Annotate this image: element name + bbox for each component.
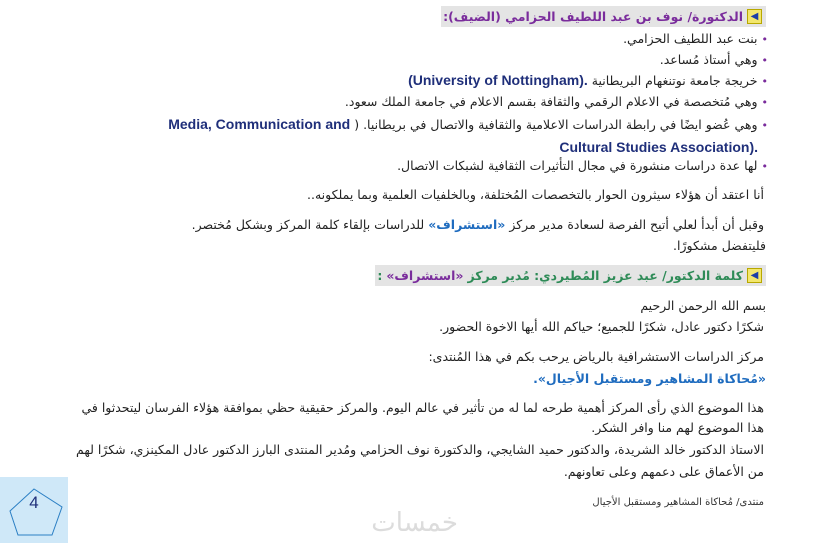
bullet-icon: • [761, 75, 768, 88]
watermark: خمسات [371, 508, 458, 538]
center-name: «استشراف» [386, 268, 464, 283]
basmala: بسم الله الرحمن الرحيم [640, 298, 766, 313]
bullet-icon: • [761, 119, 768, 132]
bullet-icon: • [761, 33, 768, 46]
paragraph: الاستاذ الدكتور خالد الشريدة، والدكتور حميد الشايجي، والدكتورة نوف الحزامي ومُدير المنتدى البارز الدكتور عادل المكينزي، شكرًا لهم [76, 442, 764, 457]
bullet-icon: • [761, 160, 768, 173]
bullet-item: • وهي عُضو ايضًا في رابطة الدراسات الاعلامية والثقافية والاتصال في بريطانيا. ( Media, Communication and [168, 116, 768, 132]
arrow-left-icon: ◀ [747, 268, 762, 283]
bullet-item: • خريجة جامعة نوتنغهام البريطانية (University of Nottingham). [408, 72, 768, 88]
association-name-en: Media, Communication and [168, 116, 351, 132]
paragraph: من الأعماق على دعمهم وعلى تعاونهم. [563, 464, 764, 479]
heading-text: الدكتورة/ نوف بن عبد اللطيف الحزامي (الضيف): [443, 9, 743, 24]
bullet-item: • وهي أستاذ مُساعد. [659, 52, 768, 67]
paragraph: هذا الموضوع لهم منا وافر الشكر. [591, 420, 764, 435]
footer-text: منتدى/ مُحاكاة المشاهير ومستقبل الأجيال [592, 497, 764, 508]
section-heading-director: ◀ كلمة الدكتور/ عبد عزيز المُطيردي: مُدير مركز «استشراف» : [375, 265, 766, 286]
paragraph: أنا اعتقد أن هؤلاء سيثرون الحوار بالتخصصات المُختلفة، وبالخلفيات العلمية وبما يملكونه.. [307, 187, 764, 202]
bullet-item: • لها عدة دراسات منشورة في مجال التأثيرات الثقافية لشبكات الاتصال. [397, 158, 768, 173]
paragraph: مركز الدراسات الاستشرافية بالرياض يرحب بكم في هذا المُنتدى: [428, 349, 764, 364]
forum-title: «مُحاكاة المشاهير ومستقبل الأجيال». [533, 371, 766, 386]
bullet-icon: • [761, 96, 768, 109]
paragraph: هذا الموضوع الذي رأى المركز أهمية طرحه لما له من تأثير في عالم اليوم. والمركز حقيقية حظي بموافقة هؤلاء الفرسان ليتحدثوا في [81, 400, 764, 415]
section-heading-guest [441, 6, 766, 27]
bullet-item: • وهي مُتخصصة في الاعلام الرقمي والثقافة بقسم الاعلام في جامعة الملك سعود. [344, 94, 768, 109]
arrow-left-icon: ◀ [747, 9, 762, 24]
university-name-en: (University of Nottingham). [408, 72, 588, 88]
center-name: «استشراف» [428, 217, 506, 232]
bullet-icon: • [761, 54, 768, 67]
association-name-en-cont: Cultural Studies Association). [559, 139, 758, 155]
bullet-item: • بنت عبد اللطيف الحزامي. [623, 31, 768, 46]
paragraph: فليتفضل مشكورًا. [673, 238, 766, 253]
paragraph: وقبل أن أبدأ لعلي أتيح الفرصة لسعادة مدير مركز «استشراف» للدراسات بإلقاء كلمة المركز وبشكل مُختصر. [191, 217, 764, 232]
page-number: 4 [29, 493, 39, 512]
paragraph: شكرًا دكتور عادل، شكرًا للجميع؛ حياكم الله أيها الاخوة الحضور. [439, 319, 764, 334]
